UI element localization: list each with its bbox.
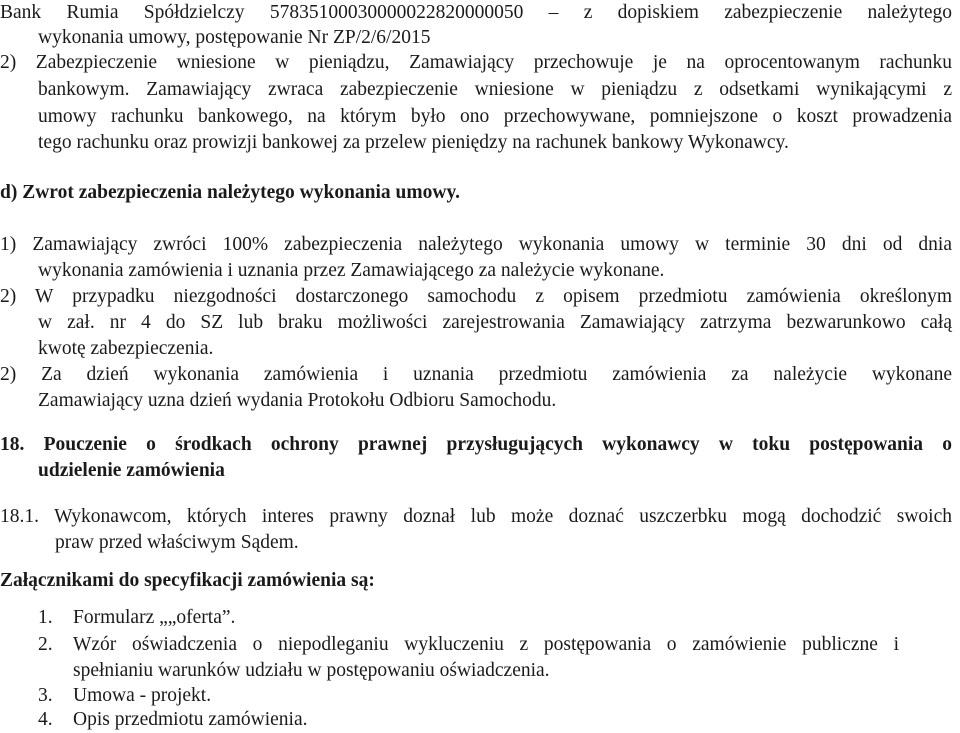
section-d-item1-line1: 1) Zamawiający zwróci 100% zabezpieczenia należytego wykonania umowy w terminie 30 dni od dnia	[0, 234, 952, 255]
attachment-4-number: 4.	[38, 709, 53, 730]
section-d-item2-line3: kwotę zabezpieczenia.	[38, 338, 214, 359]
attachment-4-text: Opis przedmiotu zamówienia.	[73, 709, 308, 730]
attachment-2-number: 2.	[38, 634, 53, 655]
deposit-item-2-line1: 2) Zabezpieczenie wniesione w pieniądzu, Zamawiający przechowuje je na oprocentowanym rachunku	[0, 52, 952, 73]
section-18-1-line2: praw przed właściwym Sądem.	[55, 532, 299, 553]
attachment-1-text: Formularz „„oferta”.	[73, 607, 236, 628]
section-18-heading-line1: 18. Pouczenie o środkach ochrony prawnej przysługujących wykonawcy w toku postępowania o	[0, 434, 952, 455]
deposit-item-2-line2: bankowym. Zamawiający zwraca zabezpieczenie wniesione w pieniądzu z odsetkami wynikającymi z	[38, 79, 952, 100]
attachment-3-text: Umowa - projekt.	[73, 685, 212, 706]
attachment-1-number: 1.	[38, 607, 53, 628]
attachment-2-text-line1: Wzór oświadczenia o niepodleganiu wykluczeniu z postępowania o zamówienie publiczne i	[73, 634, 899, 655]
attachment-2-text-line2: spełnianiu warunków udziału w postępowaniu oświadczenia.	[73, 660, 550, 681]
section-18-1-line1: 18.1. Wykonawcom, których interes prawny doznał lub może doznać uszczerbku mogą dochodzić swoich	[0, 506, 952, 527]
section-d-item2-line2: w zał. nr 4 do SZ lub braku możliwości zarejestrowania Zamawiający zatrzyma bezwarunkowo całą	[38, 312, 952, 333]
section-d-item3-line2: Zamawiający uzna dzień wydania Protokołu Odbioru Samochodu.	[38, 390, 557, 411]
bank-account-line: Bank Rumia Spółdzielczy 57835100030000022820000050 – z dopiskiem zabezpieczenie należytego	[0, 2, 952, 23]
attachments-heading: Załącznikami do specyfikacji zamówienia są:	[0, 570, 375, 591]
attachment-3-number: 3.	[38, 685, 53, 706]
section-18-heading-line2: udzielenie zamówienia	[38, 460, 225, 481]
section-d-heading: d) Zwrot zabezpieczenia należytego wykonania umowy.	[0, 182, 461, 203]
procedure-number-line: wykonania umowy, postępowanie Nr ZP/2/6/2015	[38, 27, 431, 48]
section-d-item1-line2: wykonania zamówienia i uznania przez Zamawiającego za należycie wykonane.	[38, 260, 665, 281]
section-d-item2-line1: 2) W przypadku niezgodności dostarczonego samochodu z opisem przedmiotu zamówienia określonym	[0, 286, 952, 307]
section-d-item3-line1: 2) Za dzień wykonania zamówienia i uznania przedmiotu zamówienia za należycie wykonane	[0, 364, 952, 385]
deposit-item-2-line3: umowy rachunku bankowego, na którym było ono przechowywane, pomniejszone o koszt prowadzenia	[38, 106, 952, 127]
deposit-item-2-line4: tego rachunku oraz prowizji bankowej za przelew pieniędzy na rachunek bankowy Wykonawcy.	[38, 132, 789, 153]
